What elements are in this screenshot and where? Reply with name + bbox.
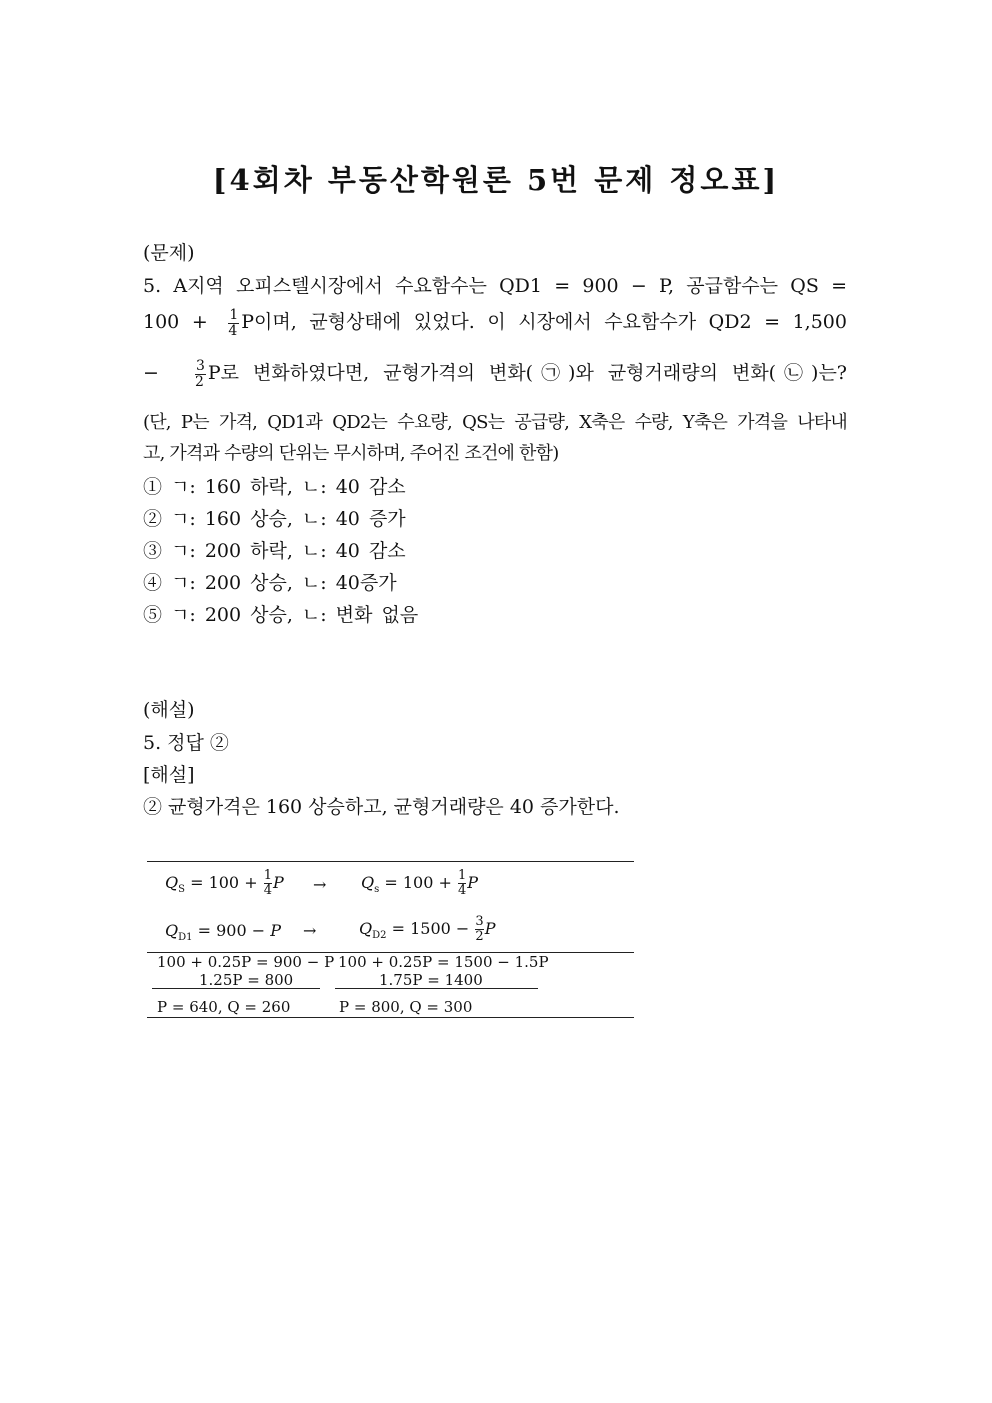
calc-right-2: 1.75P = 1400 [379, 971, 483, 989]
solution-heading: (해설) [143, 699, 195, 721]
option-3: ③ ㄱ: 200 하락, ㄴ: 40 감소 [143, 540, 406, 562]
table-bottom-rule [147, 1017, 634, 1018]
problem-heading: (문제) [143, 242, 195, 264]
calc-left-rule [152, 988, 320, 989]
fraction-one-quarter: $\frac{1}{4}$ [228, 306, 239, 339]
line3-pre: − [143, 362, 159, 384]
solution-subheading: [해설] [143, 764, 195, 786]
problem-line-2 [143, 307, 847, 339]
result-right: P = 800, Q = 300 [339, 998, 473, 1016]
page-title: [4회차 부동산학원론 5번 문제 정오표] [212, 163, 780, 197]
line2-post: P이며, 균형상태에 있었다. 이 시장에서 수요함수가 QD2 = 1,500 [241, 311, 847, 333]
line3-post: P로 변화하였다면, 균형가격의 변화(㉠)와 균형거래량의 변화(㉡)는? [207, 362, 847, 384]
answer-line: 5. 정답 ② [143, 732, 229, 754]
option-1: ① ㄱ: 160 하락, ㄴ: 40 감소 [143, 476, 406, 498]
result-left: P = 640, Q = 260 [157, 998, 291, 1016]
supply-eq-right: $Q_s = 100$ + $\frac{1}{4}$ P [361, 868, 479, 898]
arrow-icon-2: → [303, 921, 317, 940]
problem-line-1: 5. A지역 오피스텔시장에서 수요함수는 QD1 = 900 − P, 공급함수는 QS = [143, 275, 847, 297]
problem-note-1: (단, P는 가격, QD1과 QD2는 수요량, QS는 공급량, X축은 수량, Y축은 가격을 나타내 [143, 412, 847, 433]
solution-table [147, 861, 634, 1019]
demand-eq-left: $Q_{D1} = 900 - P$ [165, 921, 281, 944]
problem-note-2: 고, 가격과 수량의 단위는 무시하며, 주어진 조건에 한함) [143, 443, 559, 464]
problem-line-3 [143, 358, 847, 390]
calc-left-1: 100 + 0.25P = 900 − P [157, 953, 335, 971]
arrow-icon: → [313, 875, 327, 894]
option-4: ④ ㄱ: 200 상승, ㄴ: 40증가 [143, 572, 397, 594]
calc-right-rule [335, 988, 538, 989]
option-2: ② ㄱ: 160 상승, ㄴ: 40 증가 [143, 508, 406, 530]
option-5: ⑤ ㄱ: 200 상승, ㄴ: 변화 없음 [143, 604, 419, 626]
solution-text: ② 균형가격은 160 상승하고, 균형거래량은 40 증가한다. [143, 796, 620, 818]
supply-eq-left: $Q_S = 100$ + $\frac{1}{4}$ P [165, 868, 284, 898]
table-top-rule [147, 861, 634, 862]
demand-eq-right: $Q_{D2} = 1500$ − $\frac{3}{2}$ P [359, 914, 496, 944]
calc-right-1: 100 + 0.25P = 1500 − 1.5P [338, 953, 549, 971]
fraction-three-halves: $\frac{3}{2}$ [194, 357, 205, 390]
calc-left-2: 1.25P = 800 [199, 971, 294, 989]
line2-pre: 100 + [143, 311, 208, 333]
